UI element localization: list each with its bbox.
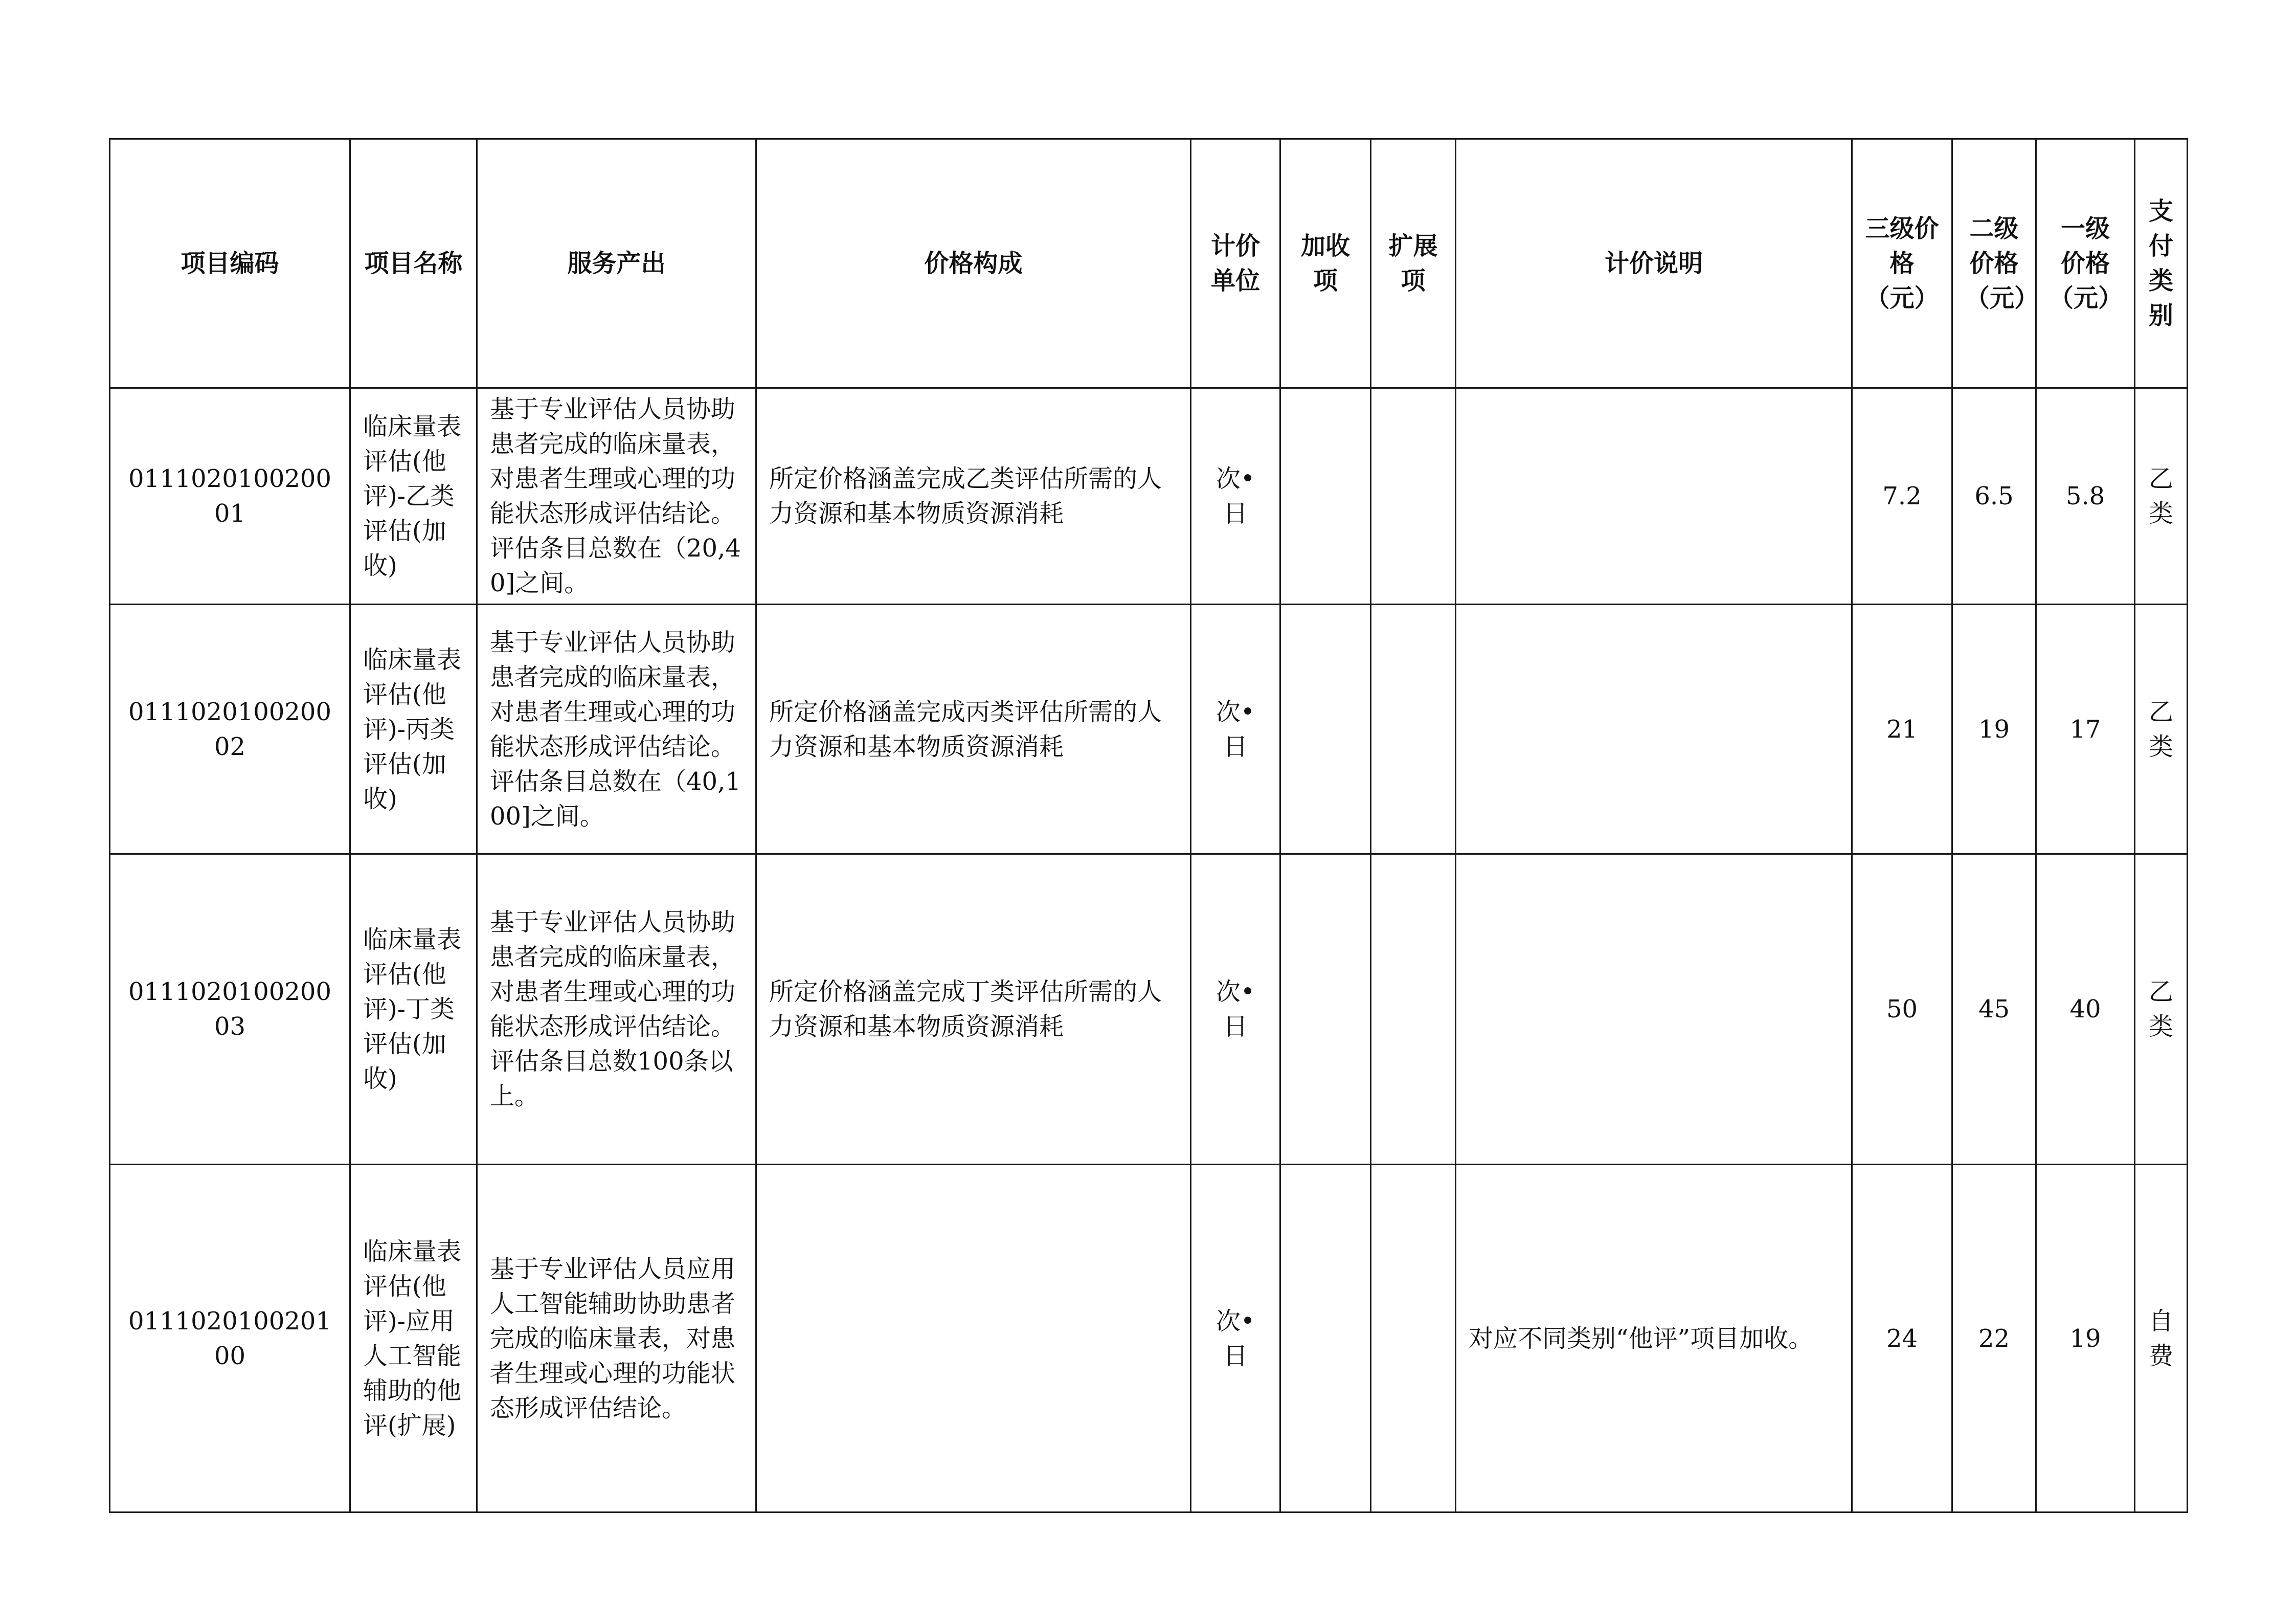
cell-pricing-unit: 次•日 [1191,605,1280,854]
cell-price-level-2: 6.5 [1952,388,2036,605]
cell-price-level-2: 22 [1952,1165,2036,1512]
cell-service-output: 基于专业评估人员协助患者完成的临床量表，对患者生理或心理的功能状态形成评估结论。评估条目总数在（40,100]之间。 [477,605,756,854]
cell-surcharge [1280,854,1371,1165]
cell-payment-category: 乙类 [2135,388,2188,605]
cell-price-composition: 所定价格涵盖完成乙类评估所需的人力资源和基本物质资源消耗 [756,388,1191,605]
cell-extension [1371,854,1456,1165]
cell-surcharge [1280,605,1371,854]
cell-extension [1371,1165,1456,1512]
cell-price-level-2: 19 [1952,605,2036,854]
header-unit: 计价单位 [1191,139,1280,388]
pricing-table [109,138,2188,1513]
cell-service-output: 基于专业评估人员协助患者完成的临床量表，对患者生理或心理的功能状态形成评估结论。评估条目总数100条以上。 [477,854,756,1165]
cell-price-level-1: 40 [2036,854,2135,1165]
cell-price-composition: 所定价格涵盖完成丙类评估所需的人力资源和基本物质资源消耗 [756,605,1191,854]
cell-item-name: 临床量表评估(他评)-丙类评估(加收) [350,605,477,854]
header-composition: 价格构成 [756,139,1191,388]
cell-service-output: 基于专业评估人员协助患者完成的临床量表，对患者生理或心理的功能状态形成评估结论。评估条目总数在（20,40]之间。 [477,388,756,605]
cell-price-level-1: 5.8 [2036,388,2135,605]
cell-payment-category: 自费 [2135,1165,2188,1512]
cell-pricing-unit: 次•日 [1191,388,1280,605]
cell-pricing-unit: 次•日 [1191,1165,1280,1512]
cell-pricing-note [1456,388,1852,605]
cell-payment-category: 乙类 [2135,854,2188,1165]
cell-price-composition: 所定价格涵盖完成丁类评估所需的人力资源和基本物质资源消耗 [756,854,1191,1165]
header-extension: 扩展项 [1371,139,1456,388]
header-code: 项目编码 [110,139,350,388]
header-note: 计价说明 [1456,139,1852,388]
cell-item-name: 临床量表评估(他评)-应用人工智能辅助的他评(扩展) [350,1165,477,1512]
cell-price-composition [756,1165,1191,1512]
cell-surcharge [1280,388,1371,605]
header-surcharge: 加收项 [1280,139,1371,388]
table-row [110,1165,2188,1512]
header-payment-category: 支付类别 [2135,139,2188,388]
cell-price-level-3: 7.2 [1852,388,1952,605]
cell-item-code: 011102010020100 [110,1165,350,1512]
cell-surcharge [1280,1165,1371,1512]
cell-price-level-1: 17 [2036,605,2135,854]
cell-price-level-3: 21 [1852,605,1952,854]
cell-pricing-note: 对应不同类别“他评”项目加收。 [1456,1165,1852,1512]
cell-extension [1371,388,1456,605]
cell-price-level-1: 19 [2036,1165,2135,1512]
cell-price-level-2: 45 [1952,854,2036,1165]
header-price-level-2: 二级价格（元） [1952,139,2036,388]
cell-pricing-note [1456,605,1852,854]
cell-price-level-3: 24 [1852,1165,1952,1512]
cell-item-name: 临床量表评估(他评)-乙类评估(加收) [350,388,477,605]
header-output: 服务产出 [477,139,756,388]
cell-item-code: 011102010020002 [110,605,350,854]
header-name: 项目名称 [350,139,477,388]
cell-pricing-note [1456,854,1852,1165]
cell-payment-category: 乙类 [2135,605,2188,854]
table-row [110,854,2188,1165]
cell-pricing-unit: 次•日 [1191,854,1280,1165]
table-header-row [110,139,2188,388]
cell-price-level-3: 50 [1852,854,1952,1165]
table-row [110,388,2188,605]
cell-item-name: 临床量表评估(他评)-丁类评估(加收) [350,854,477,1165]
header-price-level-3: 三级价格（元） [1852,139,1952,388]
header-price-level-1: 一级价格（元） [2036,139,2135,388]
cell-service-output: 基于专业评估人员应用人工智能辅助协助患者完成的临床量表，对患者生理或心理的功能状态形成评估结论。 [477,1165,756,1512]
cell-item-code: 011102010020001 [110,388,350,605]
table-row [110,605,2188,854]
cell-item-code: 011102010020003 [110,854,350,1165]
cell-extension [1371,605,1456,854]
